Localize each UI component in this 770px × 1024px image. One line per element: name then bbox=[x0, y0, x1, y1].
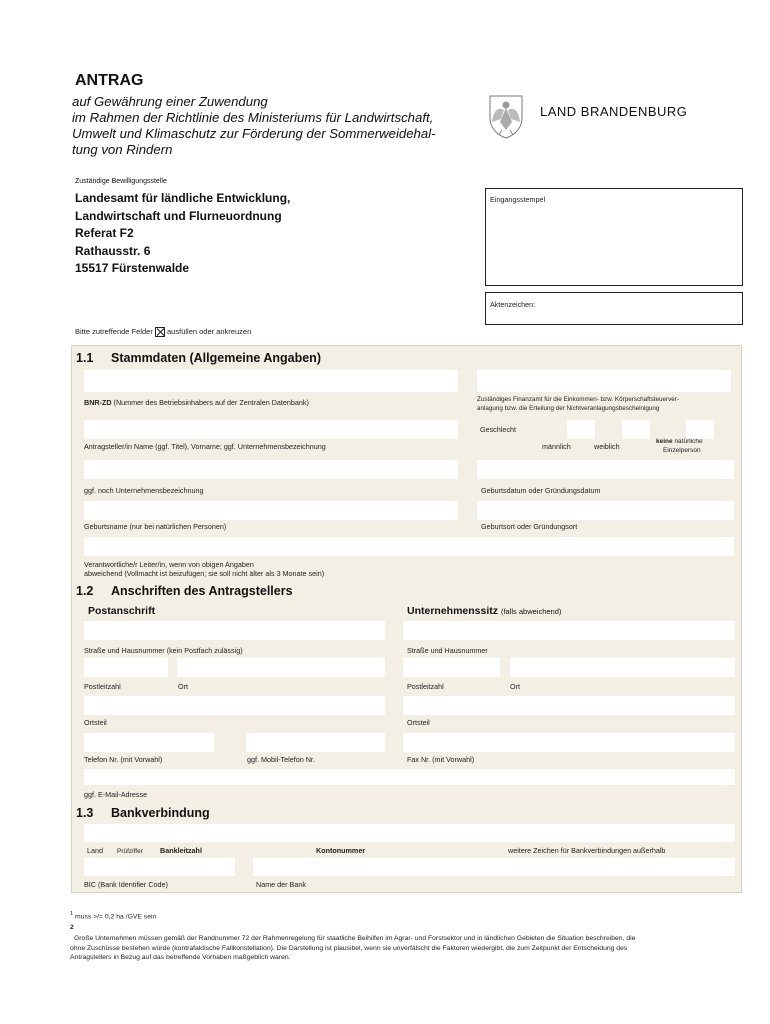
postal-city-input[interactable] bbox=[177, 658, 385, 677]
authority-line: Landwirtschaft und Flurneuordnung bbox=[75, 208, 282, 223]
fax-input[interactable] bbox=[403, 733, 735, 752]
subtitle-line: auf Gewährung einer Zuwendung bbox=[72, 94, 268, 109]
responsible-person-input[interactable] bbox=[84, 537, 734, 556]
bank-code-label: Bankleitzahl bbox=[160, 846, 202, 855]
responsible-person-label-1: Verantwortliche/r Leiter/in, wenn von obigen Angaben bbox=[84, 560, 254, 569]
authority-line: Rathausstr. 6 bbox=[75, 243, 151, 258]
file-number-box[interactable] bbox=[485, 292, 743, 325]
company-seat-title: Unternehmenssitz bbox=[407, 605, 499, 617]
authority-caption: Zuständige Bewilligungsstelle bbox=[75, 178, 167, 185]
footnote-2-line: Antragstellers in Bezug auf das betreffende Vorhaben maßgeblich waren. bbox=[70, 954, 291, 961]
receipt-stamp-label: Eingangsstempel bbox=[490, 195, 546, 204]
postal-zip-label: Postleitzahl bbox=[84, 682, 121, 691]
postal-address-heading: Postanschrift bbox=[88, 605, 156, 617]
female-checkbox[interactable] bbox=[622, 420, 650, 439]
birth-date-input[interactable] bbox=[477, 460, 734, 479]
section-number: 1.2 bbox=[76, 584, 94, 598]
footnote-2 bbox=[70, 934, 730, 963]
section-title: Stammdaten (Allgemeine Angaben) bbox=[111, 351, 321, 365]
bnr-zd-label bbox=[84, 398, 309, 407]
birth-place-label: Geburtsort oder Gründungsort bbox=[481, 522, 578, 531]
additional-chars-label: weitere Zeichen für Bankverbindungen außerhalb bbox=[508, 846, 666, 855]
account-number-label: Kontonummer bbox=[316, 846, 366, 855]
birth-name-input[interactable] bbox=[84, 501, 458, 520]
fill-instruction bbox=[75, 327, 251, 337]
applicant-name-input[interactable] bbox=[84, 420, 458, 439]
bnr-zd-input[interactable] bbox=[84, 370, 458, 392]
bnr-zd-desc: (Nummer des Betriebsinhabers auf der Zentralen Datenbank) bbox=[113, 398, 309, 407]
mobile-label: ggf. Mobil-Telefon Nr. bbox=[247, 755, 315, 764]
email-label: ggf. E-Mail-Adresse bbox=[84, 790, 148, 799]
company-zip-label: Postleitzahl bbox=[407, 682, 444, 691]
bnr-zd-bold: BNR-ZD bbox=[84, 398, 112, 407]
eagle-crest-icon bbox=[482, 92, 530, 140]
company-name-input[interactable] bbox=[84, 460, 458, 479]
section-title: Bankverbindung bbox=[111, 806, 210, 820]
bank-name-label: Name der Bank bbox=[256, 880, 306, 889]
female-label: weiblich bbox=[594, 442, 620, 451]
footnote-2-line: ohne Zuschüsse bestehen würde (kontrafaktische Fallkonstellation). Die Darstellung ist plausibel, wenn sie unverfälscht die Faktoren wiedergibt, die zum Zeitpunkt der Entscheidung des bbox=[70, 944, 628, 952]
tax-office-label-2: anlagung bzw. die Erteilung der Nichtveranlagungsbescheinigung bbox=[477, 405, 660, 412]
bic-input[interactable] bbox=[84, 858, 235, 876]
company-district-input[interactable] bbox=[403, 696, 735, 715]
authority-line: Referat F2 bbox=[75, 226, 134, 240]
no-natural-person-label-2: Einzelperson bbox=[663, 447, 701, 454]
postal-zip-input[interactable] bbox=[84, 658, 168, 677]
postal-city-label: Ort bbox=[178, 682, 188, 691]
form-title: ANTRAG bbox=[75, 72, 144, 89]
responsible-person-label-2: abweichend (Vollmacht ist beizufügen; sie soll nicht älter als 3 Monate sein) bbox=[84, 569, 325, 578]
company-seat-heading bbox=[407, 605, 561, 617]
footnote-1-mark: 1 bbox=[70, 911, 74, 917]
footnote-2-line: Große Unternehmen müssen gemäß der Randnummer 72 der Rahmenregelung für staatliche Beihilfen im Agrar- und Forstsektor und in ländlichen Gebieten die Situation beschreiben, die bbox=[74, 935, 636, 942]
file-number-label: Aktenzeichen: bbox=[490, 300, 536, 309]
instruction-text: ausfüllen oder ankreuzen bbox=[167, 327, 252, 336]
tax-office-input[interactable] bbox=[477, 370, 731, 392]
male-checkbox[interactable] bbox=[567, 420, 595, 439]
receipt-stamp-box[interactable] bbox=[485, 188, 743, 286]
applicant-name-label: Antragsteller/in Name (ggf. Titel), Vorname; ggf. Unternehmensbezeichnung bbox=[84, 442, 326, 451]
male-label: männlich bbox=[542, 442, 571, 451]
form-subtitle bbox=[72, 94, 472, 158]
no-natural-rest: natürliche bbox=[674, 438, 703, 445]
mobile-input[interactable] bbox=[246, 733, 385, 752]
company-street-label: Straße und Hausnummer bbox=[407, 646, 488, 655]
footnote-1 bbox=[70, 910, 156, 922]
bank-name-input[interactable] bbox=[253, 858, 735, 876]
postal-district-label: Ortsteil bbox=[84, 718, 107, 727]
footnote-1-text: muss >/= 0,2 ha /GVE sein bbox=[75, 913, 157, 921]
authority-line: Landesamt für ländliche Entwicklung, bbox=[75, 191, 291, 205]
section-number: 1.3 bbox=[76, 806, 94, 820]
company-district-label: Ortsteil bbox=[407, 718, 430, 727]
email-input[interactable] bbox=[84, 769, 735, 785]
subtitle-line: tung von Rindern bbox=[72, 142, 173, 157]
subtitle-line: Umwelt und Klimaschutz zur Förderung der Sommerweidehal- bbox=[72, 126, 436, 141]
no-natural-person-label bbox=[656, 438, 703, 445]
section-number: 1.1 bbox=[76, 351, 94, 365]
footnote-2-mark: 2 bbox=[70, 924, 74, 931]
authority-line: 15517 Fürstenwalde bbox=[75, 261, 190, 275]
postal-district-input[interactable] bbox=[84, 696, 385, 715]
phone-input[interactable] bbox=[84, 733, 214, 752]
company-name-label: ggf. noch Unternehmensbezeichnung bbox=[84, 486, 204, 495]
authority-address bbox=[75, 190, 290, 278]
bic-label: BIC (Bank Identifier Code) bbox=[84, 880, 168, 889]
tax-office-label-1: Zuständiges Finanzamt für die Einkommen- bzw. Körperschaftsteuerver- bbox=[477, 396, 679, 403]
check-digit-label: Prüfziffer bbox=[117, 848, 143, 855]
iban-input[interactable] bbox=[84, 824, 735, 842]
no-natural-person-checkbox[interactable] bbox=[686, 420, 714, 439]
company-street-input[interactable] bbox=[403, 621, 735, 640]
company-seat-note: (falls abweichend) bbox=[500, 607, 562, 616]
birth-date-label: Geburtsdatum oder Gründungsdatum bbox=[481, 486, 601, 495]
section-title: Anschriften des Antragstellers bbox=[111, 584, 293, 598]
birth-name-label: Geburtsname (nur bei natürlichen Personen) bbox=[84, 522, 227, 531]
crossed-checkbox-icon bbox=[155, 327, 165, 337]
company-zip-input[interactable] bbox=[403, 658, 500, 677]
birth-place-input[interactable] bbox=[477, 501, 734, 520]
postal-street-input[interactable] bbox=[84, 621, 385, 640]
state-name: LAND BRANDENBURG bbox=[540, 104, 688, 119]
postal-street-label: Straße und Hausnummer (kein Postfach zulässig) bbox=[84, 646, 243, 655]
country-label: Land bbox=[87, 846, 103, 855]
instruction-text: Bitte zutreffende Felder bbox=[75, 327, 153, 336]
company-city-label: Ort bbox=[510, 682, 520, 691]
fax-label: Fax Nr. (mit Vorwahl) bbox=[407, 755, 475, 764]
gender-label: Geschlecht bbox=[480, 425, 516, 434]
company-city-input[interactable] bbox=[510, 658, 735, 677]
subtitle-line: im Rahmen der Richtlinie des Ministeriums für Landwirtschaft, bbox=[72, 110, 434, 125]
phone-label: Telefon Nr. (mit Vorwahl) bbox=[84, 755, 163, 764]
no-natural-bold: keine bbox=[656, 438, 673, 445]
